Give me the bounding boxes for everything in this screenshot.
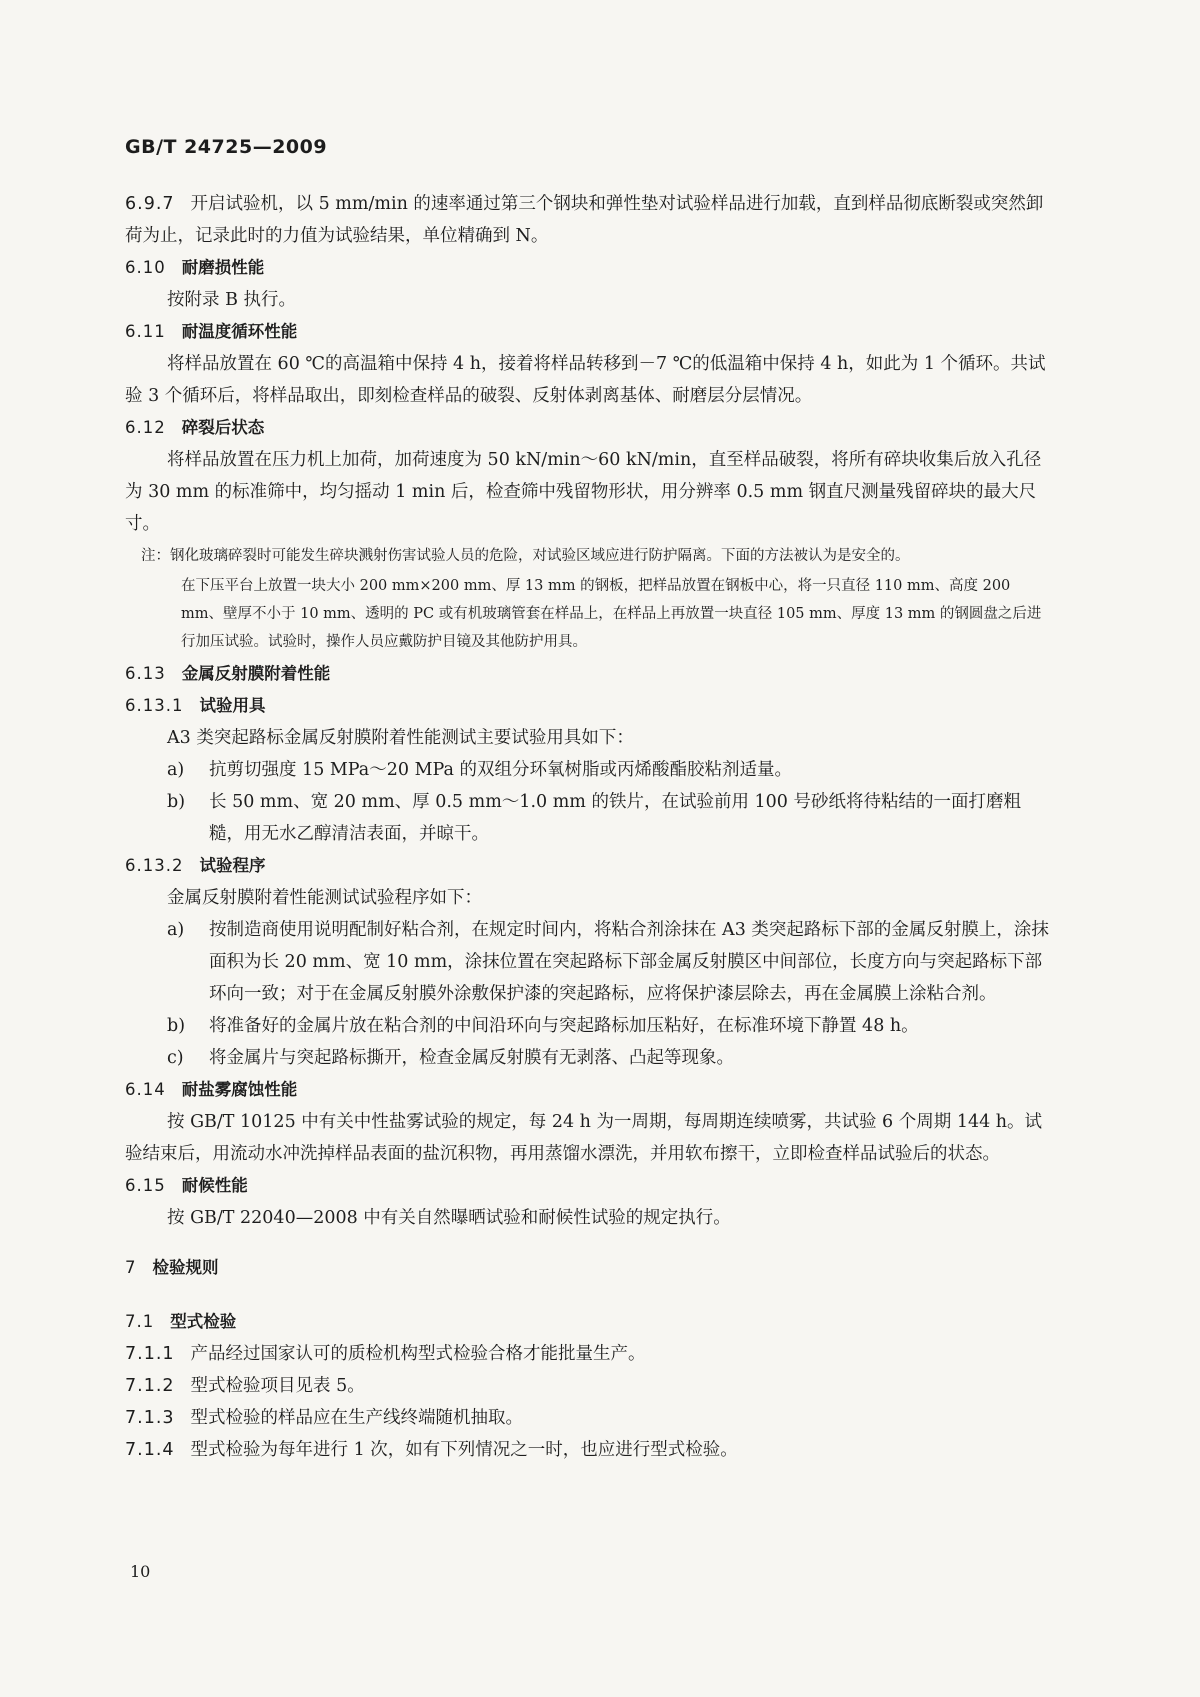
paragraph-text: 将样品放置在压力机上加荷，加荷速度为 50 kN/min～60 kN/min，直至样品破裂，将所有碎块收集后放入孔径为 30 mm 的标准筛中，均匀摇动 1 min 后，检查筛中残留物形状，用分辨率 0.5 mm 钢直尺测量残留碎块的最大尺寸。 <box>125 450 1042 534</box>
section-heading <box>125 1170 1055 1202</box>
clause-number: 7.1.1 <box>125 1344 175 1364</box>
body-paragraph <box>125 882 1055 914</box>
clause-number: 7.1.3 <box>125 1408 175 1428</box>
clause-text: 产品经过国家认可的质检机构型式检验合格才能批量生产。 <box>190 1344 646 1364</box>
section-number: 6.13.1 <box>125 696 184 715</box>
clause-paragraph <box>125 188 1055 252</box>
section-title: 试验程序 <box>199 856 266 875</box>
body-paragraph <box>125 1202 1055 1234</box>
list-text: 将金属片与突起路标撕开，检查金属反射膜有无剥落、凸起等现象。 <box>209 1048 734 1068</box>
section-heading <box>125 412 1055 444</box>
section-number: 6.15 <box>125 1176 166 1195</box>
list-item <box>125 754 1055 786</box>
section-heading <box>125 658 1055 690</box>
paragraph-text: 按 GB/T 10125 中有关中性盐雾试验的规定，每 24 h 为一周期，每周期连续喷雾，共试验 6 个周期 144 h。试验结束后，用流动水冲洗掉样品表面的盐沉积物，再用蒸馏水漂洗，并用软布擦干，立即检查样品试验后的状态。 <box>125 1112 1043 1164</box>
section-title: 检验规则 <box>152 1258 219 1277</box>
clause-paragraph <box>125 1402 1055 1434</box>
clause-number: 6.9.7 <box>125 194 175 214</box>
section-title: 耐盐雾腐蚀性能 <box>181 1080 298 1099</box>
document-body <box>125 188 1055 1466</box>
paragraph-text: 按附录 B 执行。 <box>167 290 296 310</box>
section-number: 6.10 <box>125 258 166 277</box>
section-title: 试验用具 <box>199 696 266 715</box>
body-paragraph <box>125 722 1055 754</box>
list-marker: b) <box>167 792 186 812</box>
list-marker: a) <box>167 760 185 780</box>
note <box>125 542 1055 570</box>
note-text: 钢化玻璃碎裂时可能发生碎块溅射伤害试验人员的危险，对试验区域应进行防护隔离。下面的方法被认为是安全的。 <box>170 548 910 564</box>
paragraph-text: A3 类突起路标金属反射膜附着性能测试主要试验用具如下： <box>167 728 634 748</box>
section-title: 碎裂后状态 <box>181 418 265 437</box>
section-title: 耐候性能 <box>181 1176 248 1195</box>
clause-paragraph <box>125 1434 1055 1466</box>
section-heading <box>125 252 1055 284</box>
section-heading <box>125 1074 1055 1106</box>
page-number: 10 <box>130 1562 151 1581</box>
section-heading <box>125 850 1055 882</box>
standard-number: GB/T 24725—2009 <box>125 136 328 158</box>
clause-text: 开启试验机，以 5 mm/min 的速率通过第三个钢块和弹性垫对试验样品进行加载，直到样品彻底断裂或突然卸荷为止，记录此时的力值为试验结果，单位精确到 N。 <box>125 194 1044 246</box>
section-number: 7 <box>125 1258 137 1277</box>
list-item <box>125 914 1055 1010</box>
body-paragraph <box>125 348 1055 412</box>
list-text: 抗剪切强度 15 MPa～20 MPa 的双组分环氧树脂或丙烯酸酯胶粘剂适量。 <box>209 760 792 780</box>
section-heading <box>125 316 1055 348</box>
note-label: 注： <box>141 548 170 564</box>
body-paragraph <box>125 1106 1055 1170</box>
section-number: 6.13.2 <box>125 856 184 875</box>
list-text: 长 50 mm、宽 20 mm、厚 0.5 mm～1.0 mm 的铁片，在试验前用 100 号砂纸将待粘结的一面打磨粗糙，用无水乙醇清洁表面，并晾干。 <box>209 792 1021 844</box>
list-marker: b) <box>167 1016 186 1036</box>
list-item <box>125 1042 1055 1074</box>
section-title: 型式检验 <box>170 1312 237 1331</box>
list-text: 将准备好的金属片放在粘合剂的中间沿环向与突起路标加压粘好，在标准环境下静置 48 h。 <box>209 1016 919 1036</box>
section-number: 6.12 <box>125 418 166 437</box>
section-number: 6.11 <box>125 322 166 341</box>
list-item <box>125 786 1055 850</box>
note-continuation <box>125 572 1055 656</box>
clause-text: 型式检验项目见表 5。 <box>190 1376 365 1396</box>
section-heading <box>125 690 1055 722</box>
body-paragraph <box>125 284 1055 316</box>
paragraph-text: 金属反射膜附着性能测试试验程序如下： <box>167 888 482 908</box>
clause-paragraph <box>125 1338 1055 1370</box>
section-number: 6.13 <box>125 664 166 683</box>
section-number: 6.14 <box>125 1080 166 1099</box>
paragraph-text: 按 GB/T 22040—2008 中有关自然曝晒试验和耐候性试验的规定执行。 <box>167 1208 731 1228</box>
section-title: 耐温度循环性能 <box>181 322 298 341</box>
body-paragraph <box>125 444 1055 540</box>
clause-text: 型式检验的样品应在生产线终端随机抽取。 <box>190 1408 524 1428</box>
paragraph-text: 将样品放置在 60 ℃的高温箱中保持 4 h，接着将样品转移到－7 ℃的低温箱中保持 4 h，如此为 1 个循环。共试验 3 个循环后，将样品取出，即刻检查样品的破裂、反射体剥离基体、耐磨层分层情况。 <box>125 354 1046 406</box>
list-marker: a) <box>167 920 185 940</box>
section-heading <box>125 1306 1055 1338</box>
clause-paragraph <box>125 1370 1055 1402</box>
section-title: 金属反射膜附着性能 <box>181 664 331 683</box>
clause-number: 7.1.2 <box>125 1376 175 1396</box>
note-text: 在下压平台上放置一块大小 200 mm×200 mm、厚 13 mm 的钢板，把样品放置在钢板中心，将一只直径 110 mm、高度 200 mm、壁厚不小于 10 mm、透明的 PC 或有机玻璃管套在样品上，在样品上再放置一块直径 105 mm、厚度 13 mm 的钢圆盘之后进行加压试验。试验时，操作人员应戴防护目镜及其他防护用具。 <box>181 578 1042 650</box>
list-marker: c) <box>167 1048 184 1068</box>
section-heading <box>125 1252 1055 1284</box>
list-item <box>125 1010 1055 1042</box>
section-title: 耐磨损性能 <box>181 258 265 277</box>
clause-number: 7.1.4 <box>125 1440 175 1460</box>
clause-text: 型式检验为每年进行 1 次，如有下列情况之一时，也应进行型式检验。 <box>190 1440 738 1460</box>
section-number: 7.1 <box>125 1312 155 1331</box>
list-text: 按制造商使用说明配制好粘合剂，在规定时间内，将粘合剂涂抹在 A3 类突起路标下部的金属反射膜上，涂抹面积为长 20 mm、宽 10 mm，涂抹位置在突起路标下部金属反射膜区中间部位，长度方向与突起路标下部环向一致；对于在金属反射膜外涂敷保护漆的突起路标，应将保护漆层除去，再在金属膜上涂粘合剂。 <box>209 920 1049 1004</box>
